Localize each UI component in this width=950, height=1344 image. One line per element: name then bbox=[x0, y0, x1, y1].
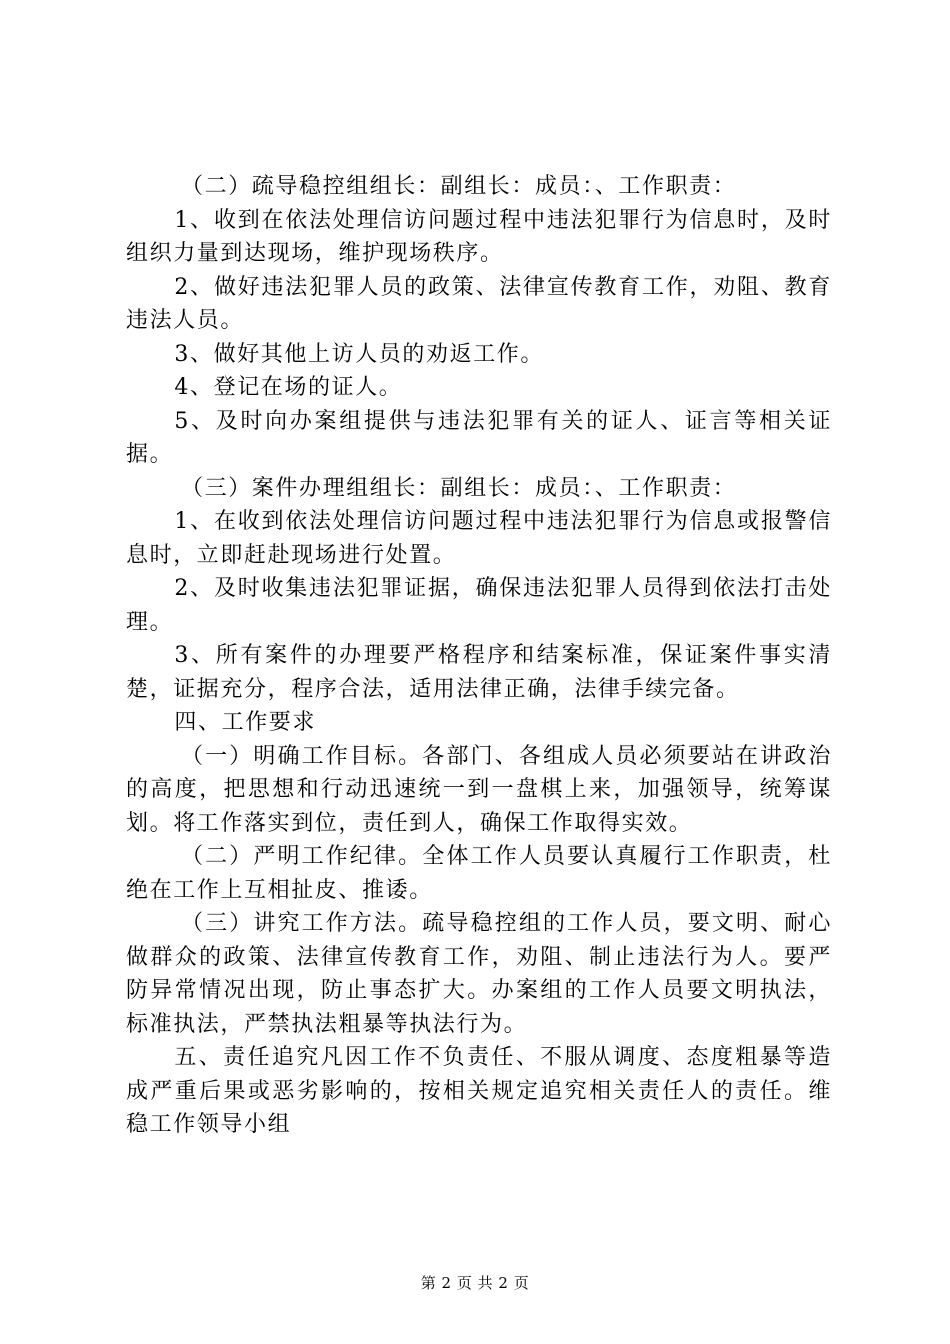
paragraph: 1、在收到依法处理信访问题过程中违法犯罪行为信息或报警信息时，立即赶赴现场进行处置。 bbox=[126, 509, 832, 568]
section-heading-case-group: （三）案件办理组组长：副组长：成员：、工作职责： bbox=[181, 475, 737, 501]
paragraph: （一）明确工作目标。各部门、各组成人员必须要站在讲政治的高度，把思想和行动迅速统一到一盘棋上来，加强领导，统筹谋划。将工作落实到位，责任到人，确保工作取得实效。 bbox=[126, 743, 832, 836]
section-heading-dispersal-group: （二）疏导稳控组组长：副组长：成员：、工作职责： bbox=[181, 174, 737, 199]
paragraph: 2、及时收集违法犯罪证据，确保违法犯罪人员得到依法打击处理。 bbox=[126, 576, 832, 635]
paragraph: 1、收到在依法处理信访问题过程中违法犯罪行为信息时，及时组织力量到达现场，维护现场秩序。 bbox=[126, 207, 832, 266]
paragraph: 3、所有案件的办理要严格程序和结案标准，保证案件事实清楚，证据充分，程序合法，适用法律正确，法律手续完备。 bbox=[126, 643, 832, 702]
page-footer: 第 2 页 共 2 页 bbox=[420, 1274, 530, 1292]
paragraph: 2、做好违法犯罪人员的政策、法律宣传教育工作，劝阻、教育违法人员。 bbox=[126, 274, 832, 333]
paragraph: 5、及时向办案组提供与违法犯罪有关的证人、证言等相关证据。 bbox=[126, 408, 832, 467]
paragraph: （二）严明工作纪律。全体工作人员要认真履行工作职责，杜绝在工作上互相扯皮、推诿。 bbox=[126, 844, 832, 903]
section-heading-work-requirements: 四、工作要求 bbox=[174, 710, 316, 735]
document-body bbox=[126, 170, 832, 1142]
paragraph: 五、责任追究凡因工作不负责任、不服从调度、态度粗暴等造成严重后果或恶劣影响的，按相关规定追究相关责任人的责任。维稳工作领导小组 bbox=[126, 1045, 832, 1137]
paragraph: 4、登记在场的证人。 bbox=[174, 375, 403, 400]
paragraph: （三）讲究工作方法。疏导稳控组的工作人员，要文明、耐心做群众的政策、法律宣传教育工作，劝阻、制止违法行为人。要严防异常情况出现，防止事态扩大。办案组的工作人员要文明执法，标准执法，严禁执法粗暴等执法行为。 bbox=[126, 911, 832, 1037]
paragraph: 3、做好其他上访人员的劝返工作。 bbox=[174, 341, 544, 367]
